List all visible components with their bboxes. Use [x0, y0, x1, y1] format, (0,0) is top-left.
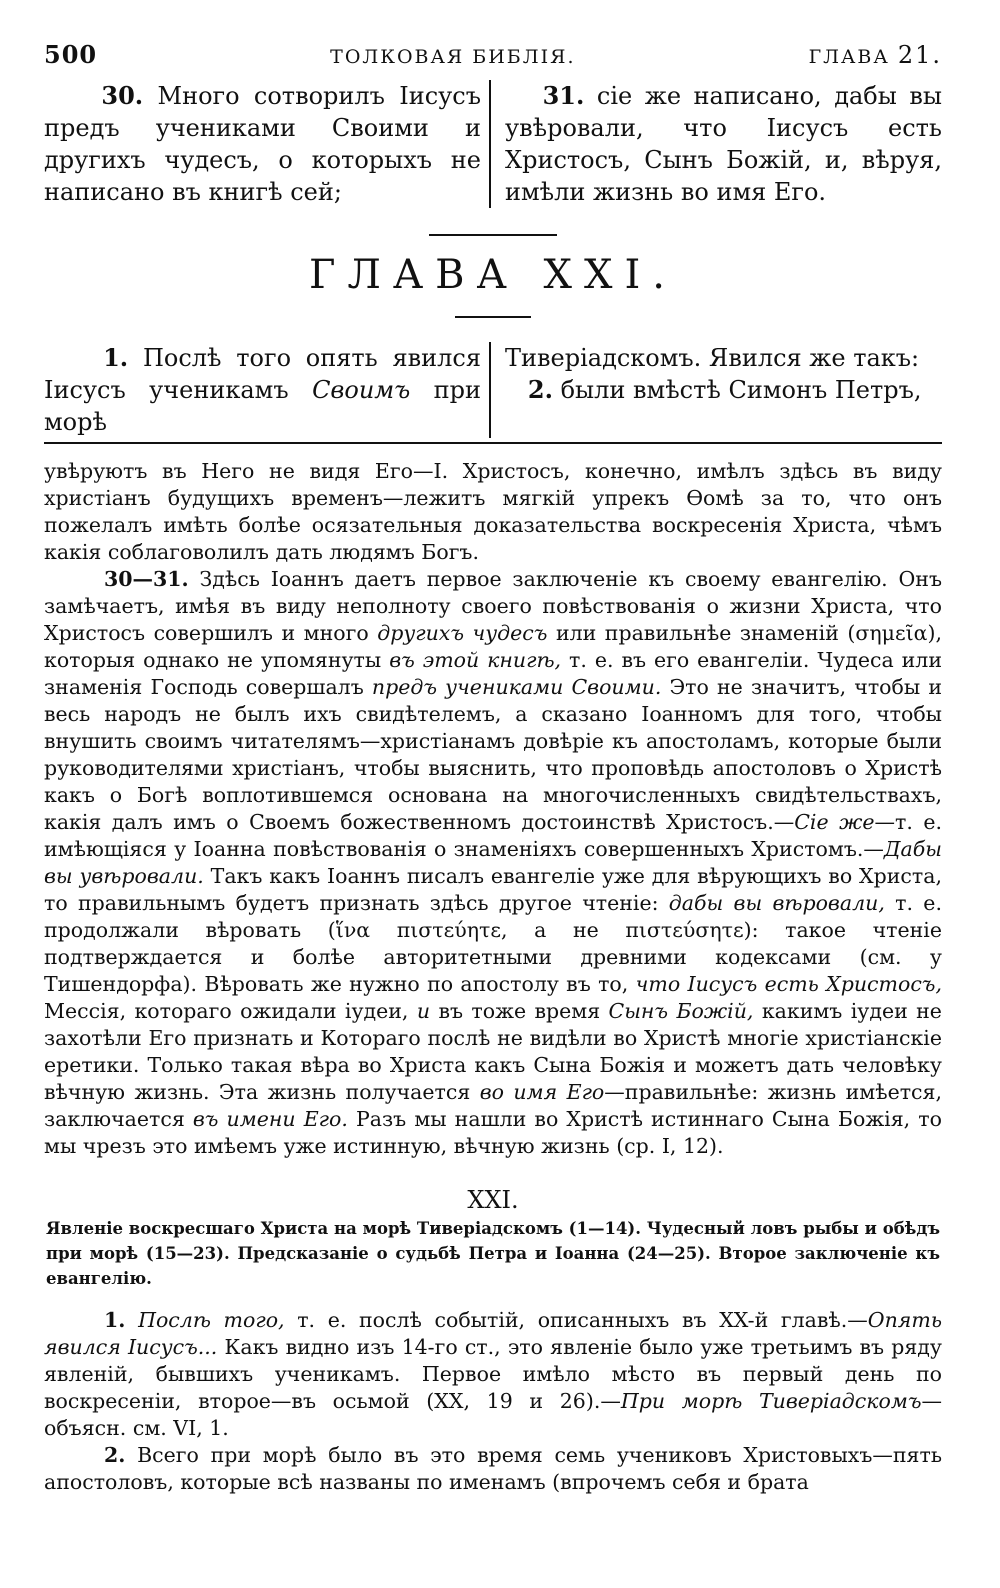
verse-number: 31. — [542, 81, 585, 110]
verse-text: Тиверіадскомъ. Явился же такъ: — [505, 344, 920, 372]
scripture-verses-30-31 — [44, 80, 942, 208]
verse-text: при морѣ — [44, 376, 481, 436]
commentary-section-2 — [44, 1307, 942, 1496]
verse-text: были вмѣстѣ Симонъ Петръ, — [560, 376, 922, 404]
verse-number: 1. — [103, 343, 129, 372]
book-page — [44, 40, 942, 1496]
chapter-title: ГЛАВА XXI. — [308, 252, 678, 298]
verse-1 — [44, 342, 489, 438]
verse-text-italic: Своимъ — [312, 376, 411, 404]
commentary-paragraph: 2. Всего при морѣ было въ это время семь учениковъ Христовыхъ—пять апостоловъ, которые всѣ названы по именамъ (впрочемъ себя и брата — [44, 1443, 942, 1494]
commentary-paragraph: 30—31. Здѣсь Іоаннъ даетъ первое заключеніе къ своему евангелію. Онъ замѣчаетъ, имѣя въ виду неполноту своего повѣствованія о жизни Христа, что Христосъ совершилъ и много другихъ чудесъ или правильнѣе знаменій (σημεῖα), которыя однако не упомянуты въ этой книгѣ, т. е. въ его евангеліи. Чудеса или знаменія Господь совершалъ предъ учениками Своими. Это не значитъ, чтобы и весь народъ не былъ ихъ свидѣтелемъ, а сказано Іоанномъ для того, чтобы внушить своимъ читателямъ—христіанамъ довѣріе къ апостоламъ, которые были руководителями христіанъ, чтобы выяснить, что проповѣдь апостоловъ о Христѣ какъ о Богѣ воплотившемся основана на многочисленныхъ свидѣтельствахъ, какія далъ имъ о Своемъ божественномъ достоинствѣ Христосъ.—Сіе же—т. е. имѣющіяся у Іоанна повѣствованія о знаменіяхъ совершенныхъ Христомъ.—Дабы вы увѣровали. Такъ какъ Іоаннъ писалъ евангеліе уже для вѣрующихъ во Христа, то правильнымъ будетъ признать здѣсь другое чтеніе: дабы вы вѣровали, т. е. продолжали вѣровать (ἵνα πιστεύητε, а не πιστεύσητε): такое чтеніе подтверждается и болѣе авторитетными древними кодексами (см. у Тишендорфа). Вѣровать же нужно по апостолу въ то, что Іисусъ есть Христосъ, Мессія, котораго ожидали іудеи, и въ тоже время Сынъ Божій, какимъ іудеи не захотѣли Его признать и Котораго послѣ не видѣли во Христѣ многіе христіанскіе еретики. Только такая вѣра во Христа какъ Сына Божія и можетъ дать человѣку вѣчную жизнь. Эта жизнь получается во имя Его—правильнѣе: жизнь имѣется, заключается въ имени Его. Разъ мы нашли во Христѣ истиннаго Сына Божія, то мы чрезъ это имѣемъ уже истинную, вѣчную жизнь (ср. I, 12). — [44, 567, 942, 1158]
chapter-label: ГЛАВА — [808, 46, 890, 68]
verse-2 — [489, 342, 942, 438]
section-summary: Явленіе воскресшаго Христа на морѣ Тиверіадскомъ (1—14). Чудесный ловъ рыбы и обѣдъ при морѣ (15—23). Предсказаніе о судьбѣ Петра и Іоанна (24—25). Второе заключеніе къ евангелію. — [46, 1219, 940, 1288]
commentary-paragraph: увѣруютъ въ Него не видя Его—І. Христосъ, конечно, имѣлъ здѣсь въ виду христіанъ будущихъ временъ—лежитъ мягкій упрекъ Ѳомѣ за то, что онъ пожелалъ имѣть болѣе осязательныя доказательства воскресенія Христа, чѣмъ какія соблаговолилъ дать людямъ Богъ. — [44, 459, 942, 564]
verse-number: 2. — [527, 375, 553, 404]
scripture-verses-1-2 — [44, 342, 942, 438]
chapter-indicator — [809, 41, 942, 69]
verse-text: сіе же написано, дабы вы увѣровали, что Іисусъ есть Христосъ, Сынъ Божій, и, вѣруя, имѣли жизнь во имя Его. — [505, 82, 942, 206]
commentary — [44, 458, 942, 1160]
running-header — [44, 40, 942, 74]
verse-text: Послѣ того опять явился Іисусъ ученикамъ — [44, 344, 481, 404]
verse-30 — [44, 80, 489, 208]
verse-number: 30. — [101, 81, 144, 110]
verse-text: Много сотворилъ Іисусъ предъ учениками Своими и другихъ чудесъ, о которыхъ не написано въ книгѣ сей; — [44, 82, 482, 206]
commentary-paragraph: 1. Послѣ того, т. е. послѣ событій, описанныхъ въ XX-й главѣ.—Опять явился Іисусъ... Какъ видно изъ 14-го ст., это явленіе было уже третьимъ въ ряду явленій, бывшихъ ученикамъ. Первое имѣло мѣсто въ первый день по воскресеніи, второе—въ осьмой (XX, 19 и 26).—При морѣ Тиверіадскомъ—объясн. см. VI, 1. — [44, 1308, 943, 1440]
chapter-number: 21. — [897, 41, 942, 69]
running-title: ТОЛКОВАЯ БИБЛІЯ. — [330, 46, 576, 68]
section-heading: XXI. — [467, 1186, 519, 1214]
verse-31 — [489, 80, 942, 208]
page-number: 500 — [44, 40, 98, 69]
